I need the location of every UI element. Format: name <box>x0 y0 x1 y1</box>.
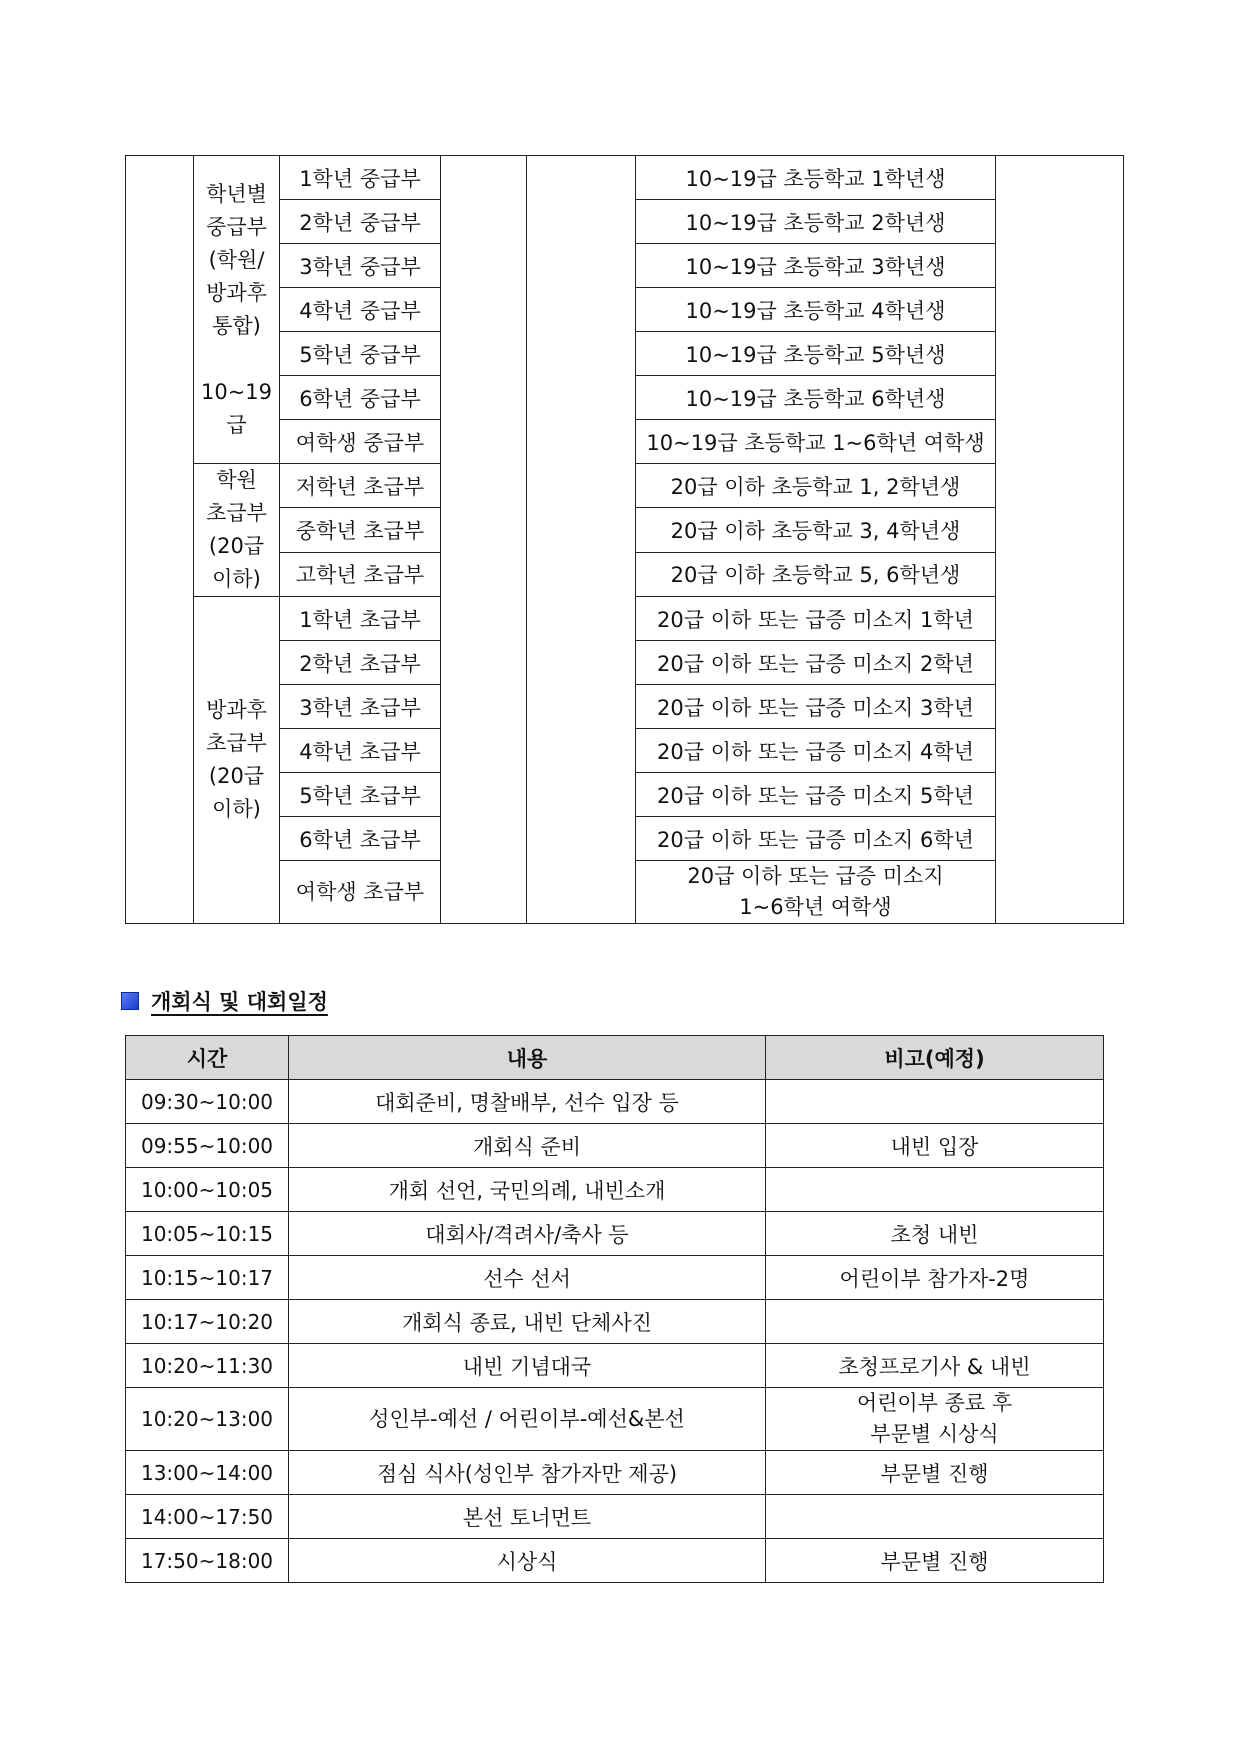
division-criteria: 20급 이하 또는 급증 미소지 5학년 <box>636 773 996 817</box>
schedule-row <box>126 1124 1104 1168</box>
division-criteria: 10~19급 초등학교 3학년생 <box>636 244 996 288</box>
schedule-note: 초청프로기사 & 내빈 <box>766 1344 1104 1388</box>
division-name: 4학년 중급부 <box>280 288 441 332</box>
division-name: 여학생 중급부 <box>280 420 441 464</box>
schedule-content: 본선 토너먼트 <box>289 1495 766 1539</box>
schedule-row <box>126 1495 1104 1539</box>
group-label-line: 초급부 <box>206 731 267 755</box>
schedule-time: 10:00~10:05 <box>126 1168 289 1212</box>
schedule-content: 시상식 <box>289 1539 766 1583</box>
schedule-time: 14:00~17:50 <box>126 1495 289 1539</box>
schedule-time: 10:20~11:30 <box>126 1344 289 1388</box>
schedule-note <box>766 1300 1104 1344</box>
group-label-line: 급 <box>226 412 247 437</box>
division-criteria: 10~19급 초등학교 1~6학년 여학생 <box>636 420 996 464</box>
group-label-line: 이하) <box>212 797 261 821</box>
division-criteria: 20급 이하 초등학교 5, 6학년생 <box>636 552 996 596</box>
division-criteria: 20급 이하 초등학교 3, 4학년생 <box>636 508 996 552</box>
schedule-header-row <box>126 1036 1104 1080</box>
division-criteria: 20급 이하 또는 급증 미소지 4학년 <box>636 729 996 773</box>
division-criteria: 20급 이하 또는 급증 미소지 2학년 <box>636 641 996 685</box>
group-label-line: 학원 <box>216 468 257 492</box>
schedule-time: 10:05~10:15 <box>126 1212 289 1256</box>
blank-right-column <box>996 156 1124 924</box>
division-name: 2학년 초급부 <box>280 641 441 685</box>
division-name: 여학생 초급부 <box>280 861 441 924</box>
schedule-row <box>126 1539 1104 1583</box>
criteria-line: 1~6학년 여학생 <box>739 895 892 919</box>
blank-column <box>527 156 636 924</box>
division-name: 2학년 중급부 <box>280 200 441 244</box>
division-criteria: 20급 이하 또는 급증 미소지 6학년 <box>636 817 996 861</box>
schedule-note: 부문별 진행 <box>766 1539 1104 1583</box>
schedule-note: 어린이부 참가자-2명 <box>766 1256 1104 1300</box>
schedule-time: 10:20~13:00 <box>126 1388 289 1451</box>
schedule-content: 점심 식사(성인부 참가자만 제공) <box>289 1451 766 1495</box>
group-label-line: (20급 <box>208 534 265 558</box>
division-criteria: 10~19급 초등학교 2학년생 <box>636 200 996 244</box>
division-name: 1학년 초급부 <box>280 597 441 641</box>
schedule-note: 내빈 입장 <box>766 1124 1104 1168</box>
group-label-line: 이하) <box>212 567 261 591</box>
blue-square-bullet-icon <box>121 992 139 1010</box>
group-label-line: 중급부 <box>206 214 267 239</box>
note-line: 부문별 시상식 <box>870 1422 999 1446</box>
schedule-content: 내빈 기념대국 <box>289 1344 766 1388</box>
division-row <box>126 156 1124 200</box>
group-label-line: (20급 <box>208 764 265 788</box>
schedule-row <box>126 1344 1104 1388</box>
header-note: 비고(예정) <box>766 1036 1104 1080</box>
schedule-content: 개회식 종료, 내빈 단체사진 <box>289 1300 766 1344</box>
schedule-note <box>766 1080 1104 1124</box>
division-criteria: 10~19급 초등학교 5학년생 <box>636 332 996 376</box>
division-name: 중학년 초급부 <box>280 508 441 552</box>
division-criteria: 10~19급 초등학교 6학년생 <box>636 376 996 420</box>
schedule-content: 대회준비, 명찰배부, 선수 입장 등 <box>289 1080 766 1124</box>
division-criteria: 10~19급 초등학교 4학년생 <box>636 288 996 332</box>
group-label-line: 초급부 <box>206 501 267 525</box>
division-name: 4학년 초급부 <box>280 729 441 773</box>
schedule-row <box>126 1168 1104 1212</box>
schedule-row <box>126 1212 1104 1256</box>
group-label-line: 방과후 <box>206 280 267 305</box>
schedule-note <box>766 1168 1104 1212</box>
schedule-content: 선수 선서 <box>289 1256 766 1300</box>
division-table <box>125 155 1124 924</box>
schedule-content: 개회 선언, 국민의례, 내빈소개 <box>289 1168 766 1212</box>
division-criteria: 10~19급 초등학교 1학년생 <box>636 156 996 200</box>
division-name: 6학년 중급부 <box>280 376 441 420</box>
schedule-row <box>126 1080 1104 1124</box>
schedule-time: 17:50~18:00 <box>126 1539 289 1583</box>
division-criteria: 20급 이하 또는 급증 미소지 3학년 <box>636 685 996 729</box>
group-label-line: 통합) <box>212 313 261 338</box>
division-name: 고학년 초급부 <box>280 552 441 596</box>
blank-column <box>441 156 527 924</box>
division-criteria <box>636 861 996 924</box>
division-name: 3학년 중급부 <box>280 244 441 288</box>
criteria-line: 20급 이하 또는 급증 미소지 <box>687 864 944 888</box>
group-label-line: (학원/ <box>208 247 265 272</box>
division-criteria: 20급 이하 초등학교 1, 2학년생 <box>636 464 996 508</box>
schedule-heading <box>121 986 328 1016</box>
schedule-note <box>766 1495 1104 1539</box>
division-name: 1학년 중급부 <box>280 156 441 200</box>
schedule-time: 10:17~10:20 <box>126 1300 289 1344</box>
schedule-table <box>125 1035 1104 1583</box>
schedule-content: 대회사/격려사/축사 등 <box>289 1212 766 1256</box>
group-label-line: 10~19 <box>200 379 273 404</box>
group-label <box>194 156 280 464</box>
division-name: 5학년 초급부 <box>280 773 441 817</box>
schedule-heading-text: 개회식 및 대회일정 <box>151 990 328 1014</box>
division-name: 3학년 초급부 <box>280 685 441 729</box>
group-label-line: 방과후 <box>206 698 267 722</box>
schedule-row <box>126 1451 1104 1495</box>
group-label <box>194 597 280 924</box>
schedule-note: 초청 내빈 <box>766 1212 1104 1256</box>
division-name: 저학년 초급부 <box>280 464 441 508</box>
group-label-spacer <box>194 343 279 376</box>
schedule-time: 09:30~10:00 <box>126 1080 289 1124</box>
schedule-time: 13:00~14:00 <box>126 1451 289 1495</box>
header-content: 내용 <box>289 1036 766 1080</box>
schedule-note: 부문별 진행 <box>766 1451 1104 1495</box>
blank-left-column <box>126 156 194 924</box>
schedule-row <box>126 1388 1104 1451</box>
schedule-time: 10:15~10:17 <box>126 1256 289 1300</box>
group-label <box>194 464 280 597</box>
schedule-content: 개회식 준비 <box>289 1124 766 1168</box>
division-name: 5학년 중급부 <box>280 332 441 376</box>
schedule-note <box>766 1388 1104 1451</box>
group-label-line: 학년별 <box>206 181 267 206</box>
header-time: 시간 <box>126 1036 289 1080</box>
schedule-row <box>126 1300 1104 1344</box>
schedule-time: 09:55~10:00 <box>126 1124 289 1168</box>
schedule-content: 성인부-예선 / 어린이부-예선&본선 <box>289 1388 766 1451</box>
schedule-row <box>126 1256 1104 1300</box>
division-criteria: 20급 이하 또는 급증 미소지 1학년 <box>636 597 996 641</box>
division-name: 6학년 초급부 <box>280 817 441 861</box>
note-line: 어린이부 종료 후 <box>856 1391 1013 1415</box>
